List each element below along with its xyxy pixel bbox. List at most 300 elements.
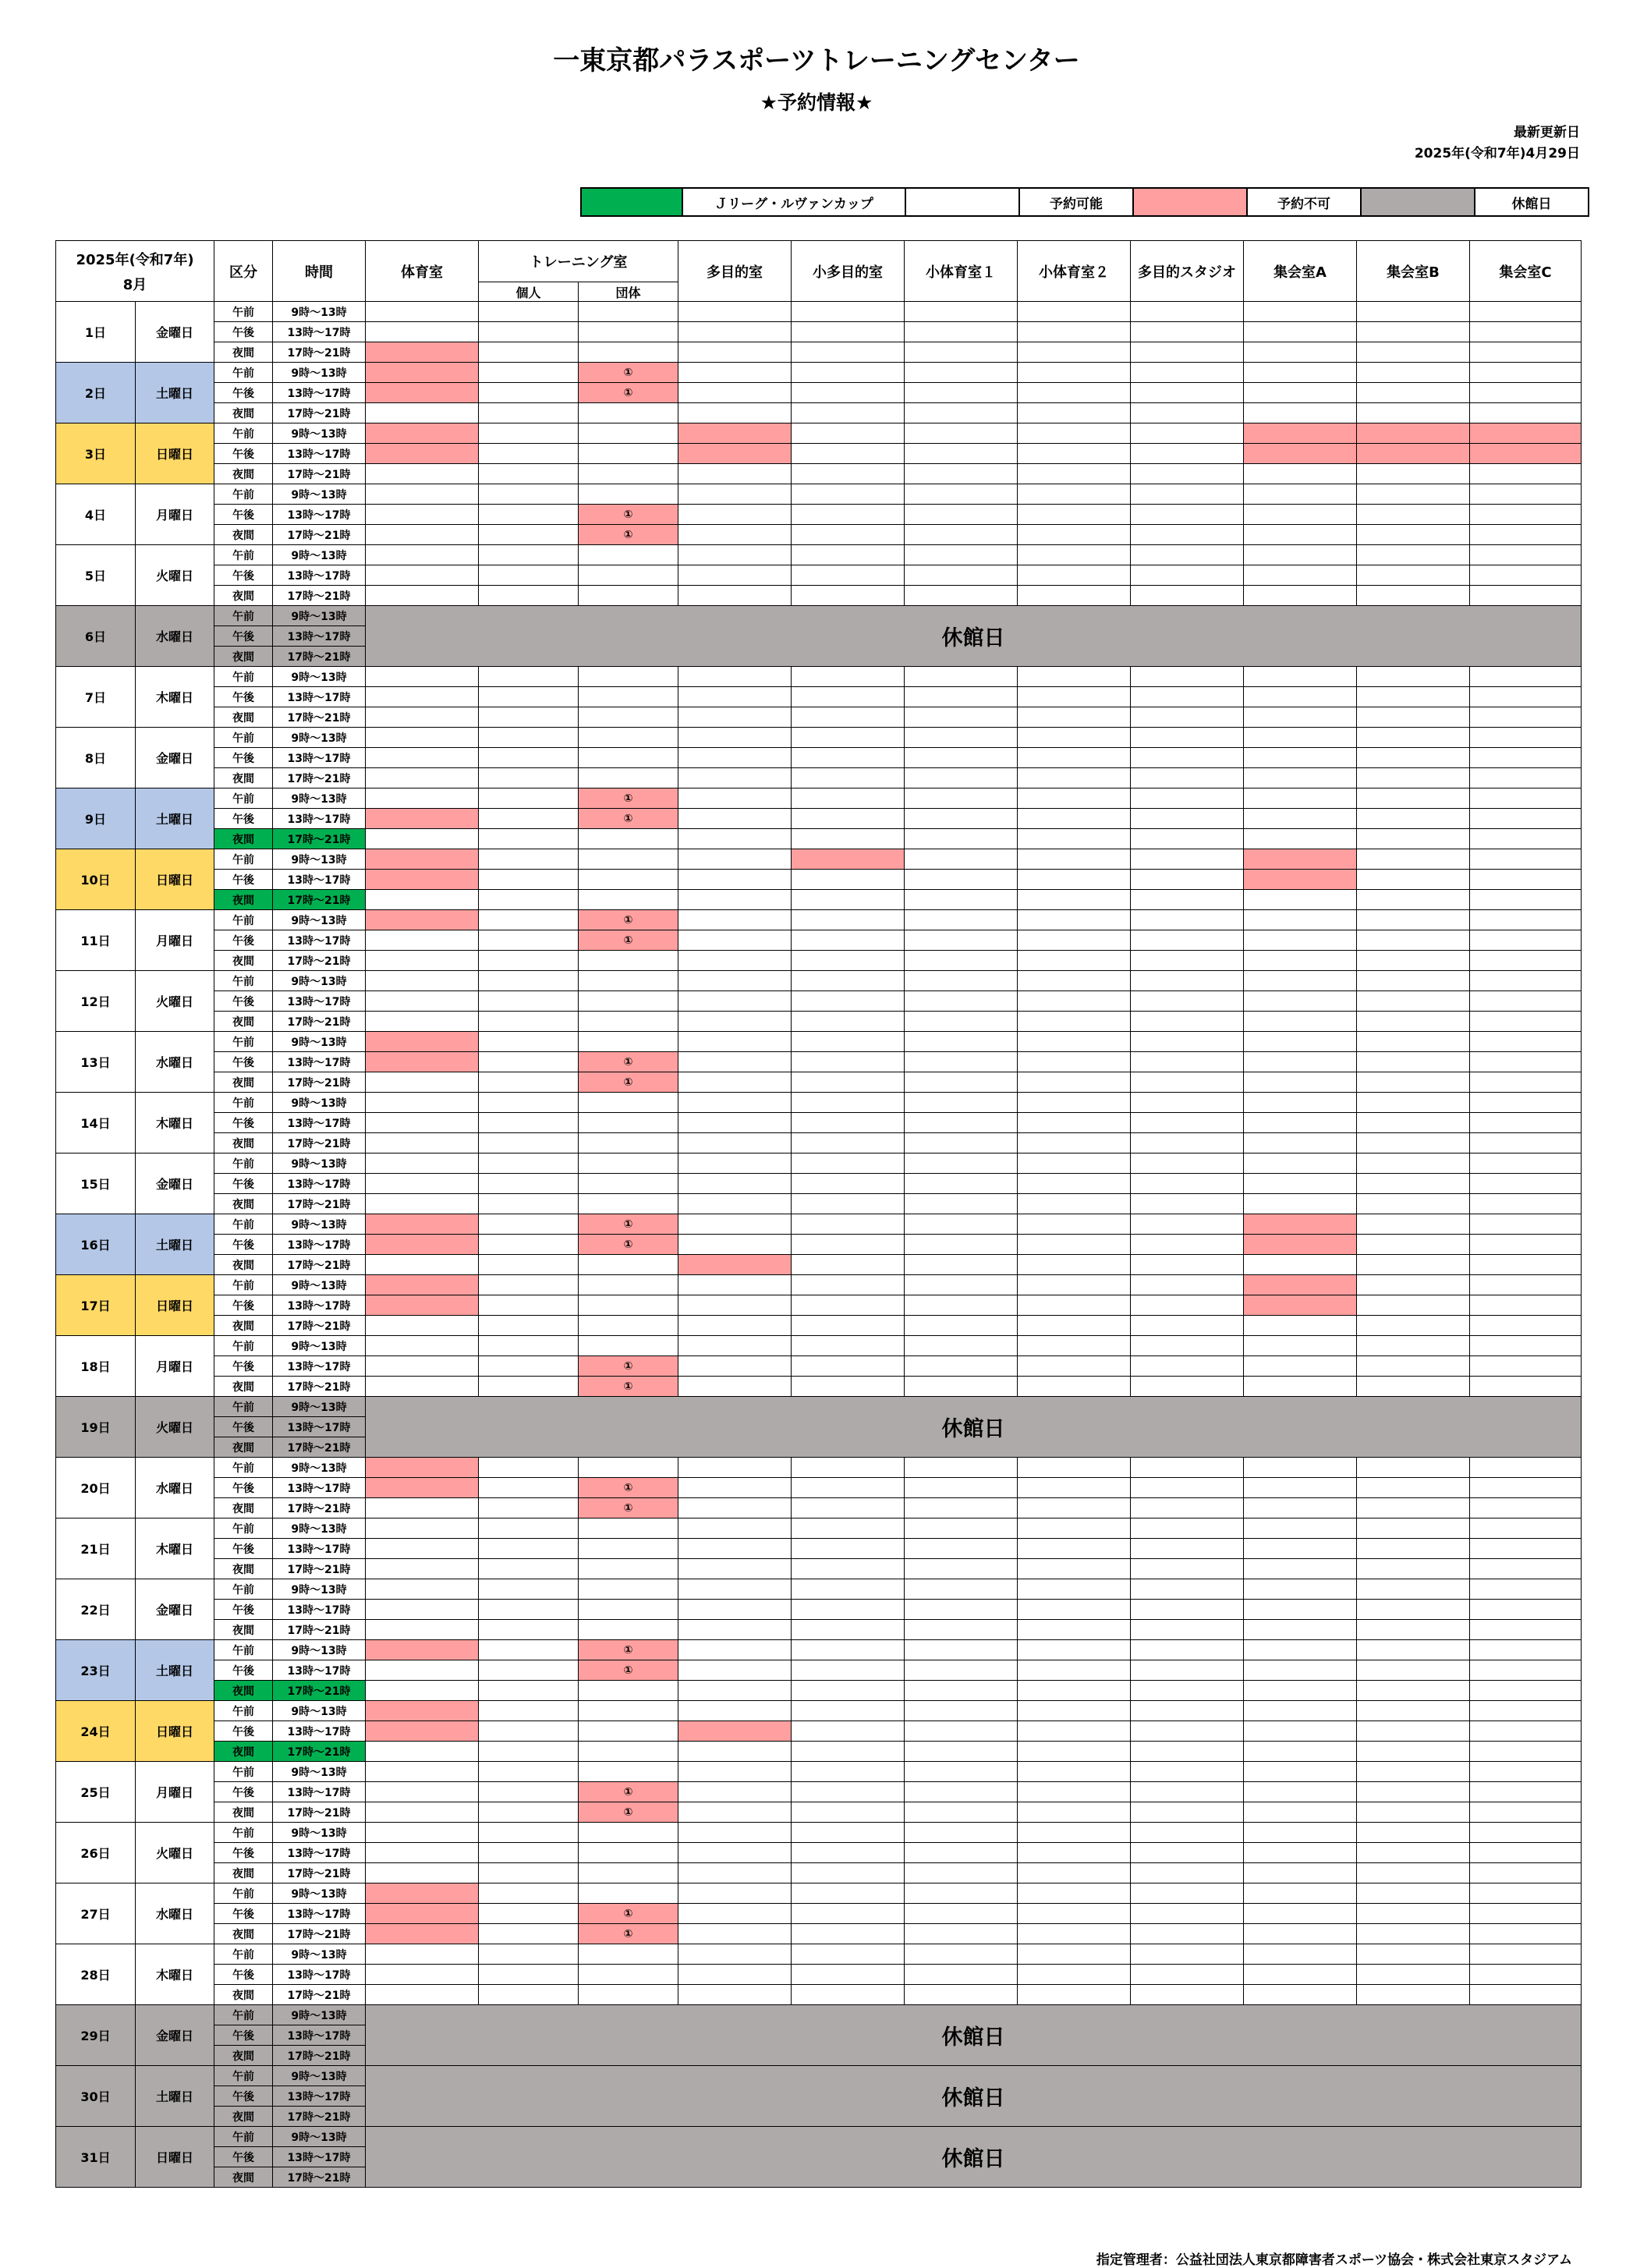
cell-mb: [1357, 1153, 1470, 1174]
cell-mb: [1357, 1275, 1470, 1295]
slot-time: 17時～21時: [273, 464, 366, 484]
cell-sg2: [1018, 1559, 1131, 1579]
slot-time: 9時～13時: [273, 728, 366, 748]
cell-mc: [1470, 545, 1582, 565]
cell-gym: [366, 1153, 479, 1174]
cell-group: [579, 1884, 678, 1904]
slot-period: 午後: [214, 2147, 273, 2167]
header-small-gym2: 小体育室２: [1018, 241, 1131, 302]
cell-mc: [1470, 464, 1582, 484]
cell-studio: [1131, 1255, 1244, 1275]
cell-smulti: [792, 1153, 905, 1174]
cell-indiv: [479, 1072, 579, 1093]
cell-mc: [1470, 1093, 1582, 1113]
day-date: 23日: [56, 1640, 136, 1701]
slot-time: 13時～17時: [273, 505, 366, 525]
cell-group: [579, 484, 678, 505]
cell-mc: [1470, 525, 1582, 545]
day-date: 8日: [56, 728, 136, 788]
cell-mb: [1357, 890, 1470, 910]
slot-time: 13時～17時: [273, 1600, 366, 1620]
cell-group: [579, 1681, 678, 1701]
cell-gym: [366, 1559, 479, 1579]
slot-time: 13時～17時: [273, 1904, 366, 1924]
cell-studio: [1131, 1843, 1244, 1863]
cell-sg1: [905, 1174, 1018, 1194]
cell-indiv: [479, 1802, 579, 1823]
cell-group: [579, 951, 678, 971]
cell-studio: [1131, 444, 1244, 464]
cell-mb: [1357, 302, 1470, 322]
cell-smulti: [792, 890, 905, 910]
cell-multi: [678, 1072, 792, 1093]
page-subtitle: ★予約情報★: [760, 91, 873, 114]
cell-mc: [1470, 1660, 1582, 1681]
cell-smulti: [792, 1316, 905, 1336]
cell-studio: [1131, 1985, 1244, 2005]
cell-sg2: [1018, 586, 1131, 606]
cell-smulti: [792, 342, 905, 363]
cell-sg2: [1018, 971, 1131, 991]
cell-sg2: [1018, 1356, 1131, 1377]
cell-group: [579, 1518, 678, 1539]
cell-group: [579, 991, 678, 1012]
cell-smulti: [792, 1356, 905, 1377]
table-row: [56, 748, 1582, 768]
cell-sg2: [1018, 707, 1131, 728]
cell-mc: [1470, 1458, 1582, 1478]
day-date: 12日: [56, 971, 136, 1032]
cell-multi: [678, 484, 792, 505]
cell-multi: [678, 667, 792, 687]
cell-ma: [1244, 1721, 1357, 1742]
slot-period: 午前: [214, 1518, 273, 1539]
slot-period: 夜間: [214, 707, 273, 728]
closed-day-banner: 休館日: [366, 606, 1582, 667]
cell-mc: [1470, 1863, 1582, 1884]
cell-sg1: [905, 1904, 1018, 1924]
cell-ma: [1244, 991, 1357, 1012]
day-date: 3日: [56, 423, 136, 484]
day-weekday: 日曜日: [136, 2127, 214, 2188]
cell-gym: [366, 930, 479, 951]
cell-studio: [1131, 1336, 1244, 1356]
cell-multi: [678, 1924, 792, 1944]
slot-period: 夜間: [214, 1924, 273, 1944]
cell-gym: [366, 1782, 479, 1802]
cell-sg1: [905, 1052, 1018, 1072]
cell-group: [579, 464, 678, 484]
cell-indiv: [479, 1052, 579, 1072]
cell-smulti: [792, 1133, 905, 1153]
cell-sg1: [905, 1843, 1018, 1863]
cell-multi: [678, 586, 792, 606]
day-weekday: 日曜日: [136, 1701, 214, 1762]
slot-period: 夜間: [214, 2046, 273, 2066]
cell-indiv: [479, 1478, 579, 1498]
closed-day-banner: 休館日: [366, 2127, 1582, 2188]
cell-smulti: [792, 707, 905, 728]
cell-ma: [1244, 667, 1357, 687]
cell-ma: [1244, 403, 1357, 423]
table-row: [56, 2127, 1582, 2147]
table-row: [56, 1072, 1582, 1093]
cell-smulti: [792, 1863, 905, 1884]
cell-ma: [1244, 1640, 1357, 1660]
cell-ma: [1244, 525, 1357, 545]
day-weekday: 月曜日: [136, 484, 214, 545]
cell-sg2: [1018, 1235, 1131, 1255]
cell-gym: [366, 1721, 479, 1742]
cell-ma: [1244, 687, 1357, 707]
cell-gym: [366, 1032, 479, 1052]
cell-smulti: [792, 586, 905, 606]
cell-smulti: [792, 1600, 905, 1620]
slot-period: 午後: [214, 991, 273, 1012]
cell-mc: [1470, 484, 1582, 505]
cell-ma: [1244, 484, 1357, 505]
day-weekday: 月曜日: [136, 1336, 214, 1397]
cell-sg2: [1018, 1336, 1131, 1356]
slot-period: 午後: [214, 1782, 273, 1802]
slot-time: 13時～17時: [273, 1721, 366, 1742]
cell-group: [579, 1965, 678, 1985]
slot-time: 13時～17時: [273, 1782, 366, 1802]
cell-gym: [366, 1377, 479, 1397]
cell-group: [579, 1458, 678, 1478]
slot-time: 13時～17時: [273, 687, 366, 707]
cell-gym: [366, 342, 479, 363]
day-date: 17日: [56, 1275, 136, 1336]
header-small-gym1: 小体育室１: [905, 241, 1018, 302]
table-row: [56, 1255, 1582, 1275]
cell-multi: [678, 1174, 792, 1194]
slot-time: 9時～13時: [273, 545, 366, 565]
cell-mc: [1470, 1214, 1582, 1235]
cell-sg2: [1018, 1539, 1131, 1559]
cell-sg1: [905, 768, 1018, 788]
cell-indiv: [479, 1985, 579, 2005]
cell-studio: [1131, 768, 1244, 788]
cell-mc: [1470, 1600, 1582, 1620]
slot-period: 午前: [214, 484, 273, 505]
cell-indiv: [479, 1782, 579, 1802]
cell-sg2: [1018, 484, 1131, 505]
table-row: [56, 1579, 1582, 1600]
day-weekday: 金曜日: [136, 1579, 214, 1640]
cell-studio: [1131, 586, 1244, 606]
cell-studio: [1131, 1681, 1244, 1701]
cell-sg1: [905, 1072, 1018, 1093]
table-row: [56, 1356, 1582, 1377]
cell-sg1: [905, 1539, 1018, 1559]
cell-sg2: [1018, 1316, 1131, 1336]
cell-mc: [1470, 342, 1582, 363]
cell-sg2: [1018, 1823, 1131, 1843]
cell-multi: [678, 991, 792, 1012]
cell-smulti: [792, 1295, 905, 1316]
cell-multi: [678, 1782, 792, 1802]
cell-mb: [1357, 1072, 1470, 1093]
cell-mc: [1470, 667, 1582, 687]
cell-sg2: [1018, 1985, 1131, 2005]
cell-mb: [1357, 667, 1470, 687]
cell-ma: [1244, 788, 1357, 809]
cell-group: [579, 1153, 678, 1174]
day-weekday: 金曜日: [136, 1153, 214, 1214]
cell-gym: [366, 991, 479, 1012]
cell-mb: [1357, 1924, 1470, 1944]
day-date: 19日: [56, 1397, 136, 1458]
cell-gym: [366, 1681, 479, 1701]
slot-time: 9時～13時: [273, 1458, 366, 1478]
slot-time: 9時～13時: [273, 849, 366, 870]
cell-sg1: [905, 1113, 1018, 1133]
cell-ma: [1244, 1194, 1357, 1214]
cell-ma: [1244, 1904, 1357, 1924]
day-weekday: 土曜日: [136, 363, 214, 423]
cell-mb: [1357, 849, 1470, 870]
slot-period: 午前: [214, 667, 273, 687]
cell-group: [579, 1985, 678, 2005]
slot-time: 9時～13時: [273, 971, 366, 991]
day-date: 27日: [56, 1884, 136, 1944]
cell-ma: [1244, 1802, 1357, 1823]
cell-sg2: [1018, 1762, 1131, 1782]
day-weekday: 木曜日: [136, 1093, 214, 1153]
cell-ma: [1244, 1478, 1357, 1498]
table-row: [56, 829, 1582, 849]
cell-studio: [1131, 1742, 1244, 1762]
day-date: 4日: [56, 484, 136, 545]
cell-group: [579, 1721, 678, 1742]
cell-mb: [1357, 1255, 1470, 1275]
cell-gym: [366, 728, 479, 748]
cell-sg1: [905, 1985, 1018, 2005]
slot-period: 夜間: [214, 1559, 273, 1579]
slot-period: 夜間: [214, 951, 273, 971]
table-row: [56, 1012, 1582, 1032]
cell-sg1: [905, 1721, 1018, 1742]
cell-indiv: [479, 1843, 579, 1863]
cell-gym: [366, 1113, 479, 1133]
slot-period: 午後: [214, 1965, 273, 1985]
cell-mc: [1470, 1032, 1582, 1052]
cell-mc: [1470, 565, 1582, 586]
cell-multi: [678, 565, 792, 586]
cell-ma: [1244, 1823, 1357, 1843]
slot-time: 9時～13時: [273, 1032, 366, 1052]
table-row: [56, 1478, 1582, 1498]
cell-ma: [1244, 768, 1357, 788]
cell-mc: [1470, 1884, 1582, 1904]
cell-indiv: [479, 322, 579, 342]
table-row: [56, 1052, 1582, 1072]
cell-multi: [678, 545, 792, 565]
header-individual: 個人: [479, 282, 579, 302]
cell-sg1: [905, 525, 1018, 545]
cell-indiv: [479, 1113, 579, 1133]
slot-period: 午前: [214, 910, 273, 930]
cell-indiv: [479, 1660, 579, 1681]
legend-booked-label: 予約不可: [1247, 188, 1361, 216]
cell-sg1: [905, 1802, 1018, 1823]
cell-multi: [678, 687, 792, 707]
cell-indiv: [479, 930, 579, 951]
table-row: [56, 505, 1582, 525]
cell-multi: [678, 1377, 792, 1397]
cell-ma: [1244, 1133, 1357, 1153]
table-row: [56, 1113, 1582, 1133]
cell-group: [579, 545, 678, 565]
cell-smulti: [792, 1478, 905, 1498]
cell-sg1: [905, 748, 1018, 768]
day-date: 30日: [56, 2066, 136, 2127]
cell-multi: [678, 1275, 792, 1295]
cell-mb: [1357, 707, 1470, 728]
cell-indiv: [479, 1356, 579, 1377]
table-row: [56, 1377, 1582, 1397]
cell-studio: [1131, 951, 1244, 971]
cell-group: ①: [579, 505, 678, 525]
cell-mb: [1357, 1093, 1470, 1113]
slot-time: 17時～21時: [273, 829, 366, 849]
cell-sg1: [905, 1478, 1018, 1498]
cell-studio: [1131, 788, 1244, 809]
cell-sg1: [905, 1620, 1018, 1640]
cell-smulti: [792, 687, 905, 707]
cell-sg2: [1018, 930, 1131, 951]
cell-indiv: [479, 829, 579, 849]
cell-group: ①: [579, 1072, 678, 1093]
cell-gym: [366, 1072, 479, 1093]
slot-time: 13時～17時: [273, 2025, 366, 2046]
cell-mc: [1470, 1843, 1582, 1863]
cell-sg1: [905, 951, 1018, 971]
cell-ma: [1244, 1113, 1357, 1133]
cell-gym: [366, 1478, 479, 1498]
header-meeting-b: 集会室B: [1357, 241, 1470, 302]
cell-group: [579, 1539, 678, 1559]
table-row: [56, 687, 1582, 707]
slot-time: 9時～13時: [273, 2005, 366, 2025]
cell-gym: [366, 322, 479, 342]
cell-ma: [1244, 930, 1357, 951]
cell-sg2: [1018, 788, 1131, 809]
slot-period: 夜間: [214, 1194, 273, 1214]
header-gym: 体育室: [366, 241, 479, 302]
cell-indiv: [479, 1235, 579, 1255]
slot-period: 午後: [214, 930, 273, 951]
cell-gym: [366, 1356, 479, 1377]
cell-mc: [1470, 1985, 1582, 2005]
cell-mc: [1470, 1579, 1582, 1600]
header-studio: 多目的スタジオ: [1131, 241, 1244, 302]
cell-mb: [1357, 1782, 1470, 1802]
cell-mb: [1357, 1458, 1470, 1478]
cell-mb: [1357, 1012, 1470, 1032]
cell-multi: [678, 1762, 792, 1782]
slot-period: 夜間: [214, 586, 273, 606]
table-row: [56, 667, 1582, 687]
cell-mc: [1470, 302, 1582, 322]
cell-indiv: [479, 505, 579, 525]
table-row: [56, 525, 1582, 545]
cell-group: [579, 971, 678, 991]
cell-mb: [1357, 1174, 1470, 1194]
cell-multi: [678, 1559, 792, 1579]
cell-indiv: [479, 1559, 579, 1579]
header-period: 区分: [214, 241, 273, 302]
slot-period: 夜間: [214, 1985, 273, 2005]
cell-sg2: [1018, 525, 1131, 545]
slot-period: 午後: [214, 626, 273, 647]
table-row: [56, 1924, 1582, 1944]
cell-ma: [1244, 849, 1357, 870]
slot-period: 午後: [214, 1478, 273, 1498]
cell-studio: [1131, 1660, 1244, 1681]
cell-multi: [678, 322, 792, 342]
cell-indiv: [479, 1012, 579, 1032]
cell-mc: [1470, 768, 1582, 788]
slot-period: 午後: [214, 1235, 273, 1255]
cell-sg2: [1018, 1620, 1131, 1640]
slot-time: 17時～21時: [273, 2107, 366, 2127]
table-row: [56, 2066, 1582, 2086]
cell-multi: [678, 383, 792, 403]
slot-period: 午前: [214, 1640, 273, 1660]
cell-ma: [1244, 363, 1357, 383]
cell-multi: [678, 1701, 792, 1721]
cell-ma: [1244, 1174, 1357, 1194]
cell-studio: [1131, 1478, 1244, 1498]
slot-time: 13時～17時: [273, 383, 366, 403]
day-date: 13日: [56, 1032, 136, 1093]
cell-sg1: [905, 423, 1018, 444]
cell-ma: [1244, 1356, 1357, 1377]
slot-period: 夜間: [214, 1133, 273, 1153]
cell-mb: [1357, 1904, 1470, 1924]
slot-time: 17時～21時: [273, 1498, 366, 1518]
cell-mb: [1357, 464, 1470, 484]
cell-mc: [1470, 1377, 1582, 1397]
cell-studio: [1131, 403, 1244, 423]
cell-sg2: [1018, 423, 1131, 444]
cell-sg2: [1018, 1194, 1131, 1214]
cell-multi: [678, 1721, 792, 1742]
cell-indiv: [479, 687, 579, 707]
cell-gym: [366, 870, 479, 890]
cell-studio: [1131, 484, 1244, 505]
cell-mc: [1470, 505, 1582, 525]
cell-multi: [678, 1620, 792, 1640]
cell-smulti: [792, 1194, 905, 1214]
cell-ma: [1244, 1660, 1357, 1681]
slot-time: 13時～17時: [273, 2086, 366, 2107]
cell-gym: [366, 1985, 479, 2005]
cell-ma: [1244, 1316, 1357, 1336]
cell-mc: [1470, 1174, 1582, 1194]
table-row: [56, 890, 1582, 910]
slot-time: 17時～21時: [273, 403, 366, 423]
cell-studio: [1131, 1214, 1244, 1235]
slot-time: 9時～13時: [273, 1701, 366, 1721]
cell-gym: [366, 1316, 479, 1336]
cell-mc: [1470, 1965, 1582, 1985]
cell-multi: [678, 1356, 792, 1377]
cell-studio: [1131, 1194, 1244, 1214]
cell-mc: [1470, 870, 1582, 890]
